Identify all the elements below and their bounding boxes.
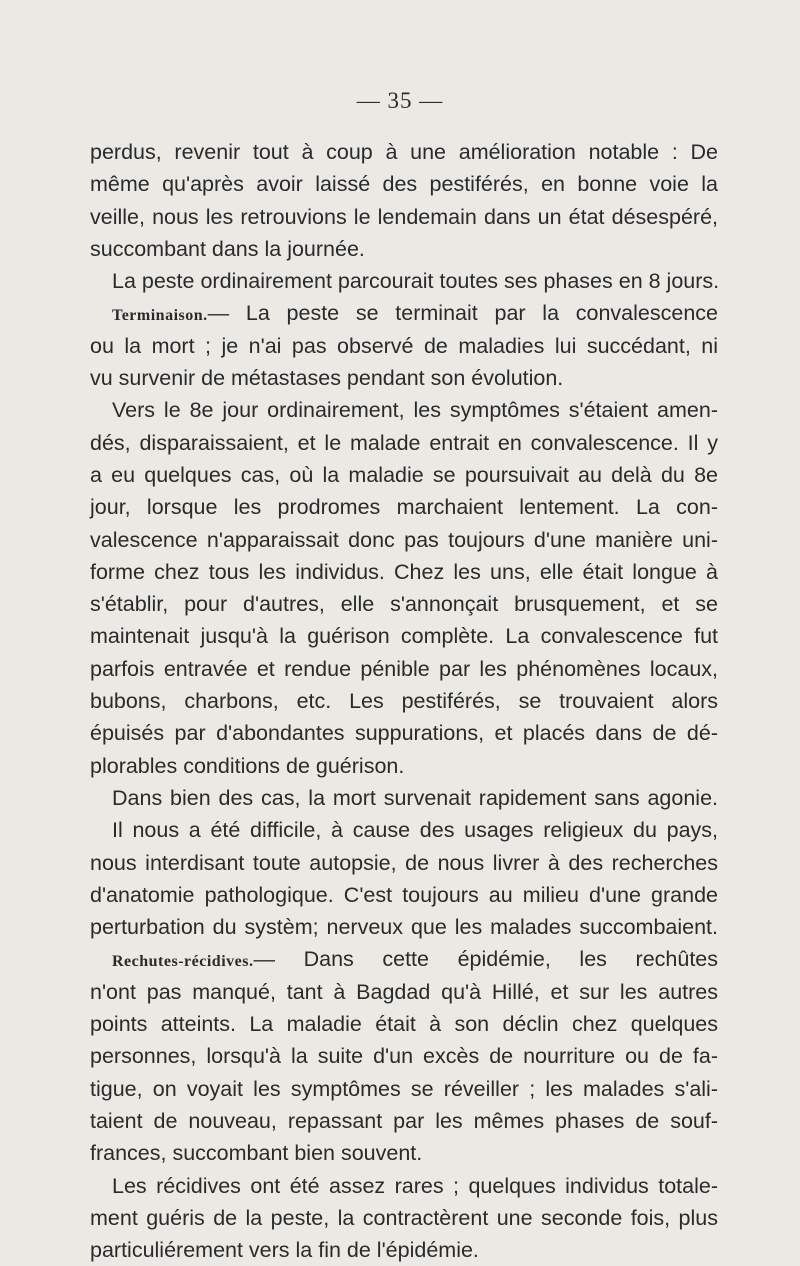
text-line — [90, 653, 718, 685]
line-text: particuliérement vers la fin de l'épidémie. — [90, 1238, 479, 1263]
line-text: dés, disparaissaient, et le malade entrait en convalescence. Il y — [90, 430, 718, 455]
line-text: Il nous a été difficile, à cause des usages religieux du pays, — [112, 818, 718, 843]
text-line — [90, 524, 718, 556]
text-line — [90, 233, 718, 265]
line-text: ou la mort ; je n'ai pas observé de maladies lui succédant, ni — [90, 333, 718, 358]
line-text: personnes, lorsqu'à la suite d'un excès de nourriture ou de fa- — [90, 1044, 718, 1069]
text-line — [90, 330, 718, 362]
text-line — [90, 976, 718, 1008]
line-text: frances, succombant bien souvent. — [90, 1141, 423, 1166]
text-line — [90, 1008, 718, 1040]
line-text: ment guéris de la peste, la contractèrent une seconde fois, plus — [90, 1205, 718, 1230]
line-text: vu survenir de métastases pendant son évolution. — [90, 366, 564, 391]
line-text: tigue, on voyait les symptômes se réveiller ; les malades s'ali- — [90, 1076, 718, 1101]
text-line — [90, 717, 718, 749]
line-text: jour, lorsque les prodromes marchaient lentement. La con- — [90, 495, 718, 520]
text-line — [90, 362, 718, 394]
line-text: a eu quelques cas, où la maladie se poursuivait au delà du 8e — [90, 462, 718, 487]
text-line — [90, 1170, 718, 1202]
line-text: succombant dans la journée. — [90, 236, 365, 261]
line-text: La peste ordinairement parcourait toutes ses phases en 8 jours. — [112, 269, 720, 294]
text-line — [90, 1105, 718, 1137]
text-line — [90, 814, 718, 846]
line-text: n'ont pas manqué, tant à Bagdad qu'à Hillé, et sur les autres — [90, 979, 718, 1004]
text-line — [90, 1202, 718, 1234]
line-text: épuisés par d'abondantes suppurations, et placés dans de dé- — [90, 721, 718, 746]
line-text: taient de nouveau, repassant par les mêmes phases de souf- — [90, 1108, 718, 1133]
line-text: Vers le 8e jour ordinairement, les symptômes s'étaient amen- — [112, 398, 718, 423]
line-text: parfois entravée et rendue pénible par les phénomènes locaux, — [90, 656, 718, 681]
text-line — [90, 427, 718, 459]
text-line — [90, 136, 718, 168]
text-line — [90, 556, 718, 588]
section-heading: Rechutes-récidives. — [112, 953, 254, 971]
line-text: Dans bien des cas, la mort survenait rapidement sans agonie. — [112, 785, 718, 810]
text-line — [90, 297, 718, 329]
line-text: d'anatomie pathologique. C'est toujours au milieu d'une grande — [90, 882, 718, 907]
section-heading: Terminaison. — [112, 307, 208, 325]
line-text: valescence n'apparaissait donc pas toujours d'une manière uni- — [90, 527, 718, 552]
line-text: bubons, charbons, etc. Les pestiférés, se trouvaient alors — [90, 689, 718, 714]
text-line — [90, 201, 718, 233]
text-line — [90, 491, 718, 523]
text-line — [90, 168, 718, 200]
body-text — [90, 136, 718, 1266]
text-line — [90, 394, 718, 426]
text-line — [90, 911, 718, 943]
text-line — [90, 782, 718, 814]
text-line — [90, 750, 718, 782]
line-text: même qu'après avoir laissé des pestiférés, en bonne voie la — [90, 172, 718, 197]
line-text: — Dans cette épidémie, les rechûtes — [253, 947, 718, 972]
text-line — [90, 1234, 718, 1266]
line-text: maintenait jusqu'à la guérison complète. La convalescence fut — [90, 624, 718, 649]
text-line — [90, 588, 718, 620]
text-line — [90, 879, 718, 911]
line-text: forme chez tous les individus. Chez les uns, elle était longue à — [90, 559, 718, 584]
line-text: plorables conditions de guérison. — [90, 753, 405, 778]
text-line — [90, 685, 718, 717]
line-text: s'établir, pour d'autres, elle s'annonçait brusquement, et se — [90, 592, 718, 617]
line-text: — La peste se terminait par la convalescence — [207, 301, 718, 326]
page-number: — 35 — — [356, 88, 444, 113]
line-text: veille, nous les retrouvions le lendemain dans un état désespéré, — [90, 204, 718, 229]
text-line — [90, 620, 718, 652]
line-text: perturbation du systèm; nerveux que les malades succombaient. — [90, 915, 718, 940]
text-line — [90, 1040, 718, 1072]
text-line — [90, 1137, 718, 1169]
text-line — [90, 459, 718, 491]
line-text: Les récidives ont été assez rares ; quelques individus totale- — [112, 1173, 718, 1198]
text-line — [90, 847, 718, 879]
text-line — [90, 943, 718, 975]
text-line — [90, 265, 718, 297]
line-text: nous interdisant toute autopsie, de nous livrer à des recherches — [90, 850, 718, 875]
text-line — [90, 1073, 718, 1105]
line-text: perdus, revenir tout à coup à une amélioration notable : De — [90, 140, 718, 164]
line-text: points atteints. La maladie était à son déclin chez quelques — [90, 1012, 718, 1037]
